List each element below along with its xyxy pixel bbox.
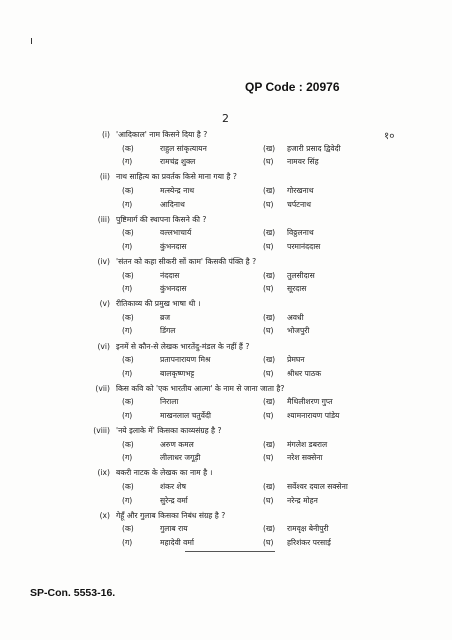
option-text: निराला (160, 397, 179, 407)
option-label: (क) (122, 439, 134, 449)
question-text: 'आदिकाल' नाम किसने दिया है ? (116, 130, 208, 139)
option-label: (क) (122, 185, 134, 195)
option-text: मैथिलीशरण गुप्त (287, 397, 333, 407)
option-label: (ग) (122, 453, 133, 463)
option-text: गोरखनाथ (287, 185, 314, 195)
option-label: (क) (122, 524, 134, 534)
option-text: डिंगल (160, 326, 176, 336)
option-text: गुलाब राय (160, 524, 188, 534)
option-text: लीलाधर जगूड़ी (160, 453, 201, 463)
option-label: (घ) (263, 241, 274, 251)
option-label: (घ) (263, 157, 274, 167)
question-number: (i) (101, 130, 110, 139)
option-label: (क) (122, 482, 134, 491)
option-label: (ग) (122, 241, 133, 251)
question-text: पुष्टिमार्ग की स्थापना किसने की ? (116, 214, 207, 224)
option-label: (क) (122, 143, 134, 153)
option-text: अरुण कमल (160, 439, 194, 449)
option-text: आदिनाथ (160, 199, 185, 209)
question-number: (ii) (99, 172, 110, 182)
footer-code: SP-Con. 5553-16. (30, 587, 116, 599)
question-text: रीतिकाव्य की प्रमुख भाषा थी । (116, 299, 201, 309)
option-label: (ख) (263, 397, 276, 407)
question-number: (vii) (95, 383, 110, 393)
option-label: (घ) (263, 326, 274, 336)
option-label: (ख) (263, 355, 276, 365)
question-number: (ix) (97, 468, 110, 478)
option-text: शंकर शेष (160, 482, 187, 491)
option-text: सर्वेश्वर दयाल सक्सेना (287, 482, 348, 491)
option-label: (क) (122, 228, 134, 238)
question-number: (iii) (97, 214, 110, 224)
option-text: हरिशंकर परसाई (287, 537, 331, 547)
option-label: (ग) (122, 368, 133, 378)
page-number: 2 (222, 112, 229, 125)
option-text: वल्लभाचार्य (160, 228, 192, 238)
option-text: रामचंद्र शुक्ल (160, 157, 196, 167)
end-rule (185, 551, 275, 552)
option-label: (क) (122, 312, 134, 322)
option-label: (घ) (263, 368, 274, 378)
question-text: इनमें से कौन-से लेखक भारतेंदु-मंडल के नहीं हैं ? (116, 341, 250, 351)
question-text: नाथ साहित्य का प्रवर्तक किसे माना गया है ? (116, 172, 237, 182)
option-label: (ख) (263, 482, 276, 491)
option-text: महादेवी वर्मा (160, 537, 194, 547)
option-text: तुलसीदास (287, 270, 315, 280)
option-text: चर्पटनाथ (287, 199, 311, 209)
qp-code: QP Code : 20976 (245, 80, 340, 94)
option-text: मंगलेश डबराल (287, 439, 328, 449)
option-text: नंददास (160, 270, 180, 280)
option-label: (ख) (263, 185, 276, 195)
option-text: राहुल सांकृत्यायन (160, 143, 207, 153)
option-text: अवधी (287, 312, 304, 322)
option-label: (ग) (122, 495, 133, 505)
option-text: सुरेन्द्र वर्मा (160, 495, 188, 505)
option-text: प्रेमघन (287, 355, 305, 365)
option-label: (ख) (263, 270, 276, 280)
question-number: (iv) (97, 256, 110, 266)
marks-total: १० (384, 131, 395, 142)
option-label: (ग) (122, 537, 133, 547)
option-text: प्रतापनारायण मिश्र (160, 355, 211, 365)
option-text: परमानंददास (287, 241, 321, 251)
option-label: (ग) (122, 411, 133, 420)
question-number: (viii) (93, 426, 110, 436)
option-text: हजारी प्रसाद द्विवेदी (287, 143, 341, 153)
question-number: (vi) (97, 341, 110, 351)
option-label: (ख) (263, 143, 276, 153)
question-text: किस कवि को 'एक भारतीय आत्मा' के नाम से जाना जाता है? (116, 383, 285, 393)
option-text: नरेन्द्र मोहन (287, 495, 318, 505)
option-label: (घ) (263, 537, 274, 547)
option-text: भोजपुरी (287, 326, 310, 336)
option-text: माखनलाल चतुर्वेदी (160, 411, 211, 420)
option-text: नामवर सिंह (287, 157, 319, 167)
option-text: नरेश सक्सेना (287, 453, 323, 463)
option-label: (ग) (122, 284, 133, 294)
option-text: ब्रज (160, 312, 170, 322)
option-label: (ग) (122, 157, 133, 167)
option-label: (घ) (263, 453, 274, 463)
option-text: सूरदास (287, 284, 307, 294)
option-label: (ख) (263, 228, 276, 238)
question-text: 'नये इलाके में' किसका काव्यसंग्रह है ? (116, 426, 222, 436)
option-label: (ग) (122, 326, 133, 336)
option-label: (घ) (263, 495, 274, 505)
option-text: श्रीधर पाठक (287, 368, 322, 378)
option-label: (क) (122, 270, 134, 280)
option-label: (घ) (263, 411, 274, 420)
option-label: (ग) (122, 199, 133, 209)
option-label: (घ) (263, 284, 274, 294)
option-text: कुंभनदास (160, 241, 187, 251)
option-label: (क) (122, 355, 134, 365)
question-text: गेहूँ और गुलाब किसका निबंध संग्रह है ? (116, 510, 226, 520)
option-text: कुंभनदास (160, 284, 187, 294)
question-number: (x) (99, 510, 110, 520)
option-text: श्यामनारायण पांडेय (287, 411, 340, 420)
option-text: रामवृक्ष बेनीपुरी (287, 524, 329, 534)
option-label: (ख) (263, 312, 276, 322)
question-text: 'संतन को कहा सीकरी सों काम' किसकी पंक्ति है ? (116, 256, 257, 266)
option-text: विठ्ठलनाथ (287, 228, 314, 238)
question-number: (v) (99, 299, 110, 309)
option-text: बालकृष्णभट्ट (160, 368, 195, 378)
option-label: (ख) (263, 439, 276, 449)
option-label: (क) (122, 397, 134, 407)
option-label: (ख) (263, 524, 276, 534)
option-text: मत्स्येन्द्र नाथ (160, 185, 195, 195)
question-text: बकरी नाटक के लेखक का नाम है । (116, 468, 213, 478)
option-label: (घ) (263, 199, 274, 209)
